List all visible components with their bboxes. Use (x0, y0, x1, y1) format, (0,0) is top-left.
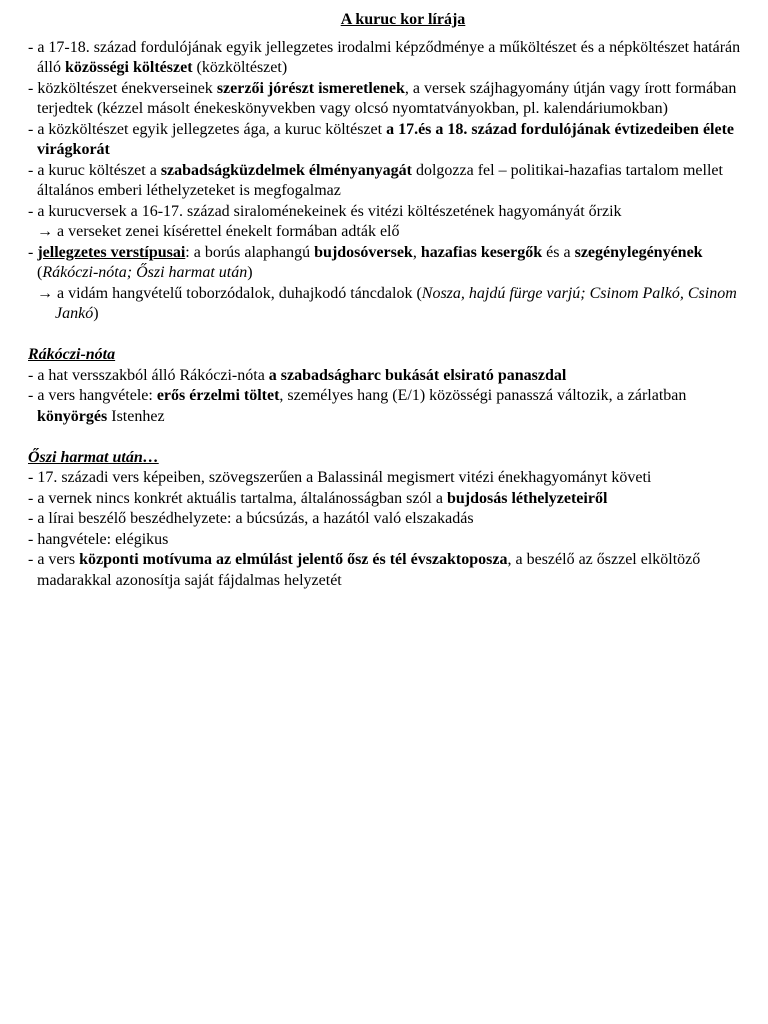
text-run: erős érzelmi töltet (156, 387, 280, 404)
paragraph-item (28, 509, 744, 530)
text-run: - 17. századi vers képeiben, szövegszerűen a Balassinál megismert vitézi énekhagyományt követi (28, 469, 652, 486)
paragraph-item (28, 38, 744, 79)
text-run: Istenhez (107, 407, 165, 425)
text-run: , a beszélő az őszzel elköltöző madarakkal azonosítja saját fájdalmas helyzetét (37, 551, 701, 589)
section-oszi-harmat (28, 448, 744, 592)
text-run: - a közköltészet egyik jellegzetes ága, a kuruc költészet (28, 120, 387, 138)
text-run: központi motívuma az elmúlást jelentő ősz és tél évszaktoposza (79, 551, 508, 568)
spacer (28, 325, 744, 346)
text-run: Rákóczi-nóta; Őszi harmat után (42, 264, 248, 281)
text-run: : a borús alaphangú (185, 243, 315, 261)
paragraph-item (28, 386, 744, 427)
text-run: szerzői jórészt ismeretlenek (216, 79, 405, 97)
text-run: , személyes hang (E/1) közösségi panasszá változik, a zárlatban (279, 387, 687, 404)
paragraph-item (28, 550, 744, 591)
text-run: a szabadságharc bukását elsirató panaszdal (268, 366, 567, 384)
paragraph-item (28, 468, 744, 489)
text-run: és a (542, 243, 575, 261)
paragraph-item (28, 489, 744, 510)
text-run: - a vernek nincs konkrét aktuális tartalma, általánosságban szól a (28, 489, 447, 507)
paragraph-item (28, 79, 744, 120)
text-run: könyörgés (37, 407, 108, 425)
arrow-note (28, 222, 744, 243)
text-run: ) (247, 264, 253, 281)
text-run: ( (37, 264, 43, 281)
text-run: bujdosóversek (314, 243, 413, 261)
arrow-note (28, 284, 744, 325)
paragraph-item (28, 120, 744, 161)
text-run: - a hat versszakból álló Rákóczi-nóta (28, 366, 269, 384)
paragraph-item (28, 366, 744, 387)
text-run: ) (93, 305, 99, 322)
document-title: A kuruc kor lírája (340, 11, 466, 28)
section-intro (28, 38, 744, 325)
text-run: - (28, 243, 38, 261)
text-run: szegénylegényének (574, 243, 703, 261)
document-page (28, 10, 744, 591)
paragraph-item (28, 243, 744, 284)
text-run: - a 17-18. század fordulójának egyik jellegzetes irodalmi képződménye a műköltészet és a népköltészet határán álló (28, 38, 741, 76)
text-run: dolgozza fel – politikai-hazafias tartalom mellet általános emberi léthelyzeteket is megfogalmaz (37, 161, 723, 199)
text-run: - közköltészet énekverseinek (28, 79, 217, 97)
text-run: - a vers hangvétele: (28, 387, 157, 404)
text-run: Nosza, hajdú fürge varjú; Csinom Palkó, Csinom Jankó (55, 284, 737, 322)
paragraph-item (28, 161, 744, 202)
section-heading: Őszi harmat után… (28, 448, 159, 466)
section-heading: Rákóczi-nóta (28, 346, 116, 363)
section-rakoczi-nota (28, 345, 744, 427)
paragraph-item (28, 530, 744, 551)
text-run: hazafias kesergők (420, 243, 543, 261)
text-run: → a verseket zenei kísérettel énekelt formában adták elő (37, 223, 400, 240)
text-run: , (412, 243, 421, 261)
text-run: → a vidám hangvételű toborzódalok, duhajkodó táncdalok ( (37, 284, 422, 302)
text-run: (közköltészet) (192, 59, 288, 76)
text-run: a 17.és a 18. század fordulójának évtizedeiben élete virágkorát (37, 120, 735, 158)
text-run: - a kuruc költészet a (28, 161, 161, 179)
text-run: bujdosás léthelyzeteiről (446, 489, 608, 507)
text-run: jellegzetes verstípusai (37, 243, 186, 261)
spacer (28, 427, 744, 448)
text-run: - a vers (28, 551, 80, 568)
paragraph-item (28, 202, 744, 223)
text-run: - hangvétele: elégikus (28, 530, 169, 548)
text-run: , a versek szájhagyomány útján vagy írott formában terjedtek (kézzel másolt énekeskönyvekben vagy olcsó nyomtatványokban, pl. kalendáriumokban) (37, 79, 737, 117)
text-run: közösségi költészet (65, 59, 193, 76)
text-run: - a kurucversek a 16-17. század siraloménekeinek és vitézi költészetének hagyományát őrzik (28, 202, 622, 220)
text-run: szabadságküzdelmek élményanyagát (160, 161, 412, 179)
text-run: - a lírai beszélő beszédhelyzete: a búcsúzás, a hazától való elszakadás (28, 510, 474, 527)
